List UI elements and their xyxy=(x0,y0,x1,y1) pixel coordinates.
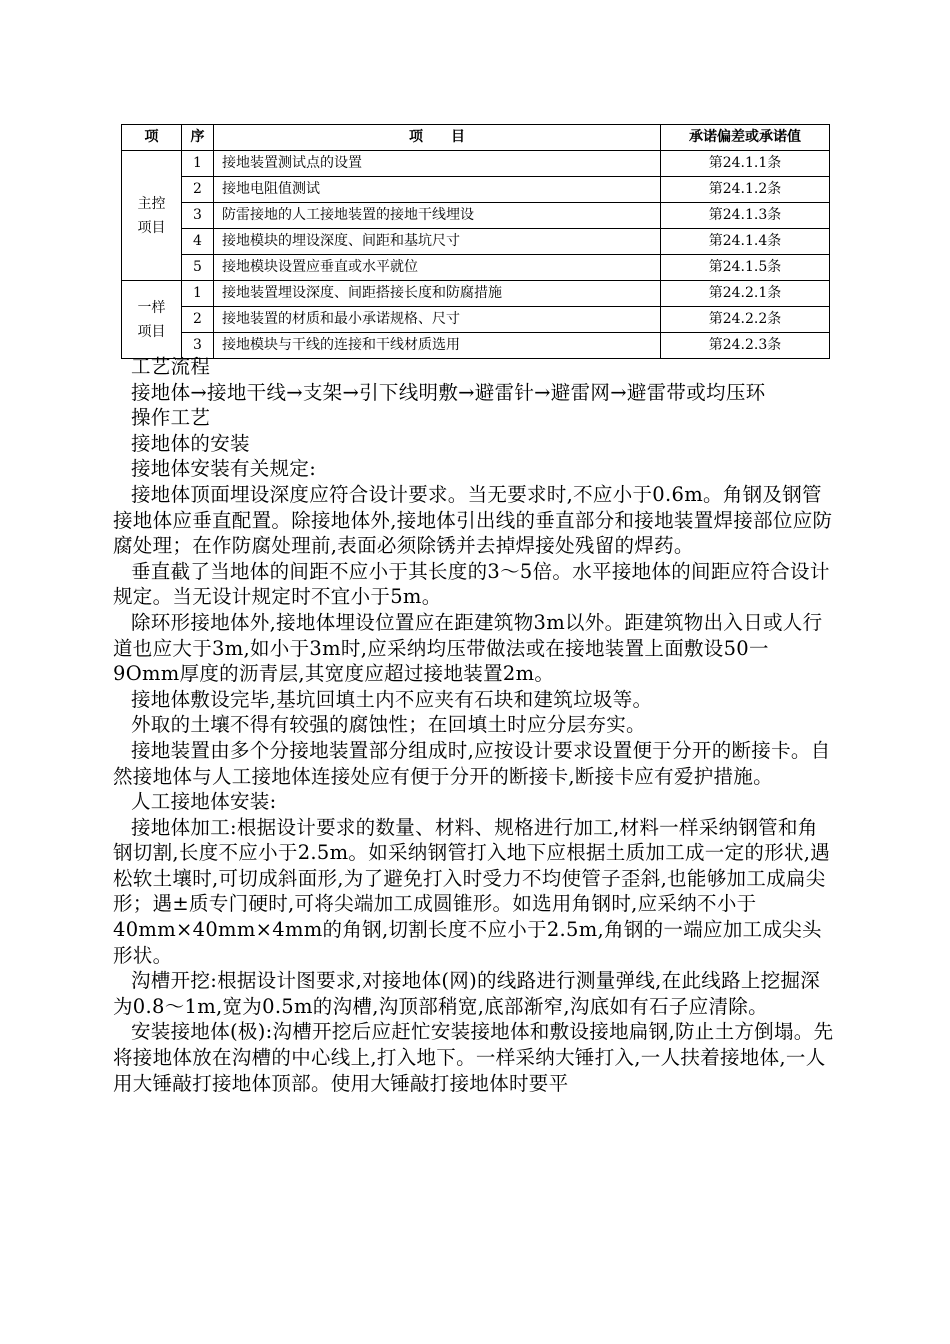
table-row xyxy=(122,307,830,333)
row-ref: 第24.2.2条 xyxy=(661,307,830,333)
paragraph: 沟槽开挖:根据设计图要求,对接地体(网)的线路进行测量弹线,在此线路上挖掘深为0.8～1m,宽为0.5m的沟槽,沟顶部稍宽,底部渐窄,沟底如有石子应清除。 xyxy=(113,969,821,1018)
row-item: 接地装置埋设深度、间距搭接长度和防腐措施 xyxy=(214,281,661,307)
row-seq: 3 xyxy=(182,203,214,229)
table-row xyxy=(122,203,830,229)
paragraph: 接地体加工:根据设计要求的数量、材料、规格进行加工,材料一样采纳钢管和角钢切割,长度不应小于2.5m。如采纳钢管打入地下应根据土质加工成一定的形状,遇松软土壤时,可切成斜面形,为了避免打入时受力不均使管子歪斜,也能够加工成扁尖形；遇±质专门硬时,可将尖端加工成圆锥形。如选用角钢时,应采纳不小于40mm×40mm×4mm的角钢,切割长度不应小于2.5m,角钢的一端应加工成尖头形状。 xyxy=(113,815,831,967)
row-ref: 第24.2.3条 xyxy=(661,333,830,359)
row-seq: 1 xyxy=(182,151,214,177)
inspection-items-table xyxy=(121,124,830,359)
paragraph: 接地体顶面埋设深度应符合设计要求。当无要求时,不应小于0.6m。角钢及钢管接地体应垂直配置。除接地体外,接地体引出线的垂直部分和接地装置焊接部位应防腐处理；在作防腐处理前,表面必须除锈并去掉焊接处残留的焊药。 xyxy=(113,482,833,558)
section-heading-process-flow: 工艺流程 xyxy=(131,355,211,378)
table-row xyxy=(122,255,830,281)
row-seq: 1 xyxy=(182,281,214,307)
row-seq: 2 xyxy=(182,177,214,203)
paragraph: 接地装置由多个分接地装置部分组成时,应按设计要求设置便于分开的断接卡。自然接地体与人工接地体连接处应有便于分开的断接卡,断接卡应有爱护措施。 xyxy=(113,738,831,788)
table-row xyxy=(122,229,830,255)
row-item: 接地装置测试点的设置 xyxy=(214,151,661,177)
row-ref: 第24.1.2条 xyxy=(661,177,830,203)
row-ref: 第24.1.4条 xyxy=(661,229,830,255)
section-heading-install-rules: 接地体安装有关规定: xyxy=(131,457,317,481)
header-commitment: 承诺偏差或承诺值 xyxy=(661,125,830,151)
group-label-main-control: 主控 项目 xyxy=(122,151,182,281)
paragraph: 垂直截了当地体的间距不应小于其长度的3～5倍。水平接地体的间距应符合设计规定。当无设计规定时不宜小于5m。 xyxy=(113,559,830,609)
row-item: 接地电阻值测试 xyxy=(214,177,661,203)
paragraph: 安装接地体(极):沟槽开挖后应赶忙安装接地体和敷设接地扁钢,防止土方倒塌。先将接地体放在沟槽的中心线上,打入地下。一样采纳大锤打入,一人扶着接地体,一人用大锤敲打接地体顶部。使用大锤敲打接地体时要平 xyxy=(113,1020,834,1095)
row-item: 接地模块设置应垂直或水平就位 xyxy=(214,255,661,281)
row-seq: 2 xyxy=(182,307,214,333)
row-item: 接地装置的材质和最小承诺规格、尺寸 xyxy=(214,307,661,333)
process-flow-steps: 接地体→接地干线→支架→引下线明敷→避雷针→避雷网→避雷带或均压环 xyxy=(131,380,766,404)
table-row xyxy=(122,151,830,177)
body-text xyxy=(113,354,835,1096)
row-seq: 4 xyxy=(182,229,214,255)
header-seq: 序 xyxy=(182,125,214,151)
table-row xyxy=(122,177,830,203)
row-seq: 3 xyxy=(182,333,214,359)
section-heading-grounding-install: 接地体的安装 xyxy=(131,431,250,455)
group-label-general: 一样 项目 xyxy=(122,281,182,359)
row-item: 接地模块的埋设深度、间距和基坑尺寸 xyxy=(214,229,661,255)
header-item: 项 目 xyxy=(214,125,661,151)
row-ref: 第24.1.1条 xyxy=(661,151,830,177)
row-ref: 第24.2.1条 xyxy=(661,281,830,307)
row-ref: 第24.1.3条 xyxy=(661,203,830,229)
section-heading-operation: 操作工艺 xyxy=(131,406,211,430)
table-row xyxy=(122,281,830,307)
paragraph: 外取的土壤不得有较强的腐蚀性；在回填土时应分层夯实。 xyxy=(131,713,646,737)
paragraph: 接地体敷设完毕,基坑回填土内不应夹有石块和建筑垃圾等。 xyxy=(131,687,653,711)
header-category: 项 xyxy=(122,125,182,151)
row-seq: 5 xyxy=(182,255,214,281)
row-item: 防雷接地的人工接地装置的接地干线埋设 xyxy=(214,203,661,229)
section-heading-artificial-grounding: 人工接地体安装: xyxy=(131,790,277,814)
row-item: 接地模块与干线的连接和干线材质选用 xyxy=(214,333,661,359)
paragraph: 除环形接地体外,接地体埋设位置应在距建筑物3m以外。距建筑物出入日或人行道也应大于3m,如小于3m时,应采纳均压带做法或在接地装置上面敷设50一9Omm厚度的沥青层,其宽度应超过接地装置2m。 xyxy=(113,610,823,686)
row-ref: 第24.1.5条 xyxy=(661,255,830,281)
table-header-row xyxy=(122,125,830,151)
